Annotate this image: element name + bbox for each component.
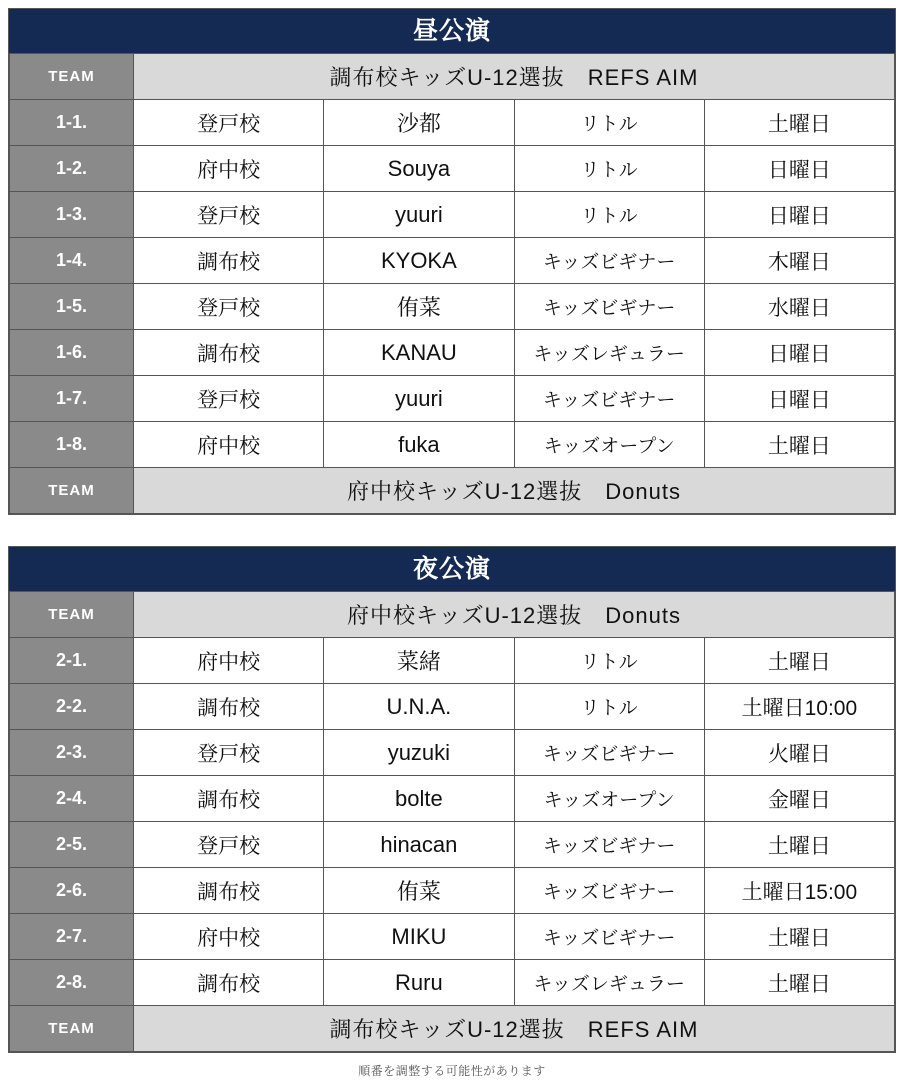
- row-class: キッズレギュラー: [514, 960, 704, 1006]
- table-row: [10, 684, 895, 730]
- row-school: 府中校: [134, 638, 324, 684]
- row-school: 登戸校: [134, 822, 324, 868]
- table-row: [10, 776, 895, 822]
- row-day: 火曜日: [704, 730, 894, 776]
- table-row: [10, 960, 895, 1006]
- row-class: キッズレギュラー: [514, 330, 704, 376]
- row-school: 登戸校: [134, 376, 324, 422]
- row-number: 2-5.: [10, 822, 134, 868]
- table-row: [10, 914, 895, 960]
- section-night-performance: [8, 546, 896, 1053]
- table-row: [10, 192, 895, 238]
- team-name-top: 府中校キッズU-12選抜 Donuts: [134, 592, 895, 638]
- row-day: 日曜日: [704, 330, 894, 376]
- row-name: yuuri: [324, 192, 514, 238]
- row-number: 2-3.: [10, 730, 134, 776]
- row-name: 侑菜: [324, 284, 514, 330]
- row-day: 水曜日: [704, 284, 894, 330]
- table-row: [10, 284, 895, 330]
- row-number: 1-4.: [10, 238, 134, 284]
- team-name-bottom: 調布校キッズU-12選抜 REFS AIM: [134, 1006, 895, 1052]
- row-day: 金曜日: [704, 776, 894, 822]
- row-day: 土曜日: [704, 100, 894, 146]
- row-school: 調布校: [134, 330, 324, 376]
- row-class: キッズビギナー: [514, 822, 704, 868]
- row-class: キッズビギナー: [514, 868, 704, 914]
- row-school: 調布校: [134, 960, 324, 1006]
- row-school: 調布校: [134, 684, 324, 730]
- table-row: [10, 376, 895, 422]
- row-class: キッズオープン: [514, 422, 704, 468]
- row-name: hinacan: [324, 822, 514, 868]
- row-number: 2-6.: [10, 868, 134, 914]
- row-school: 調布校: [134, 238, 324, 284]
- team-footer-row: [10, 468, 895, 514]
- row-number: 2-8.: [10, 960, 134, 1006]
- row-day: 土曜日: [704, 422, 894, 468]
- row-name: U.N.A.: [324, 684, 514, 730]
- team-header-row: [10, 54, 895, 100]
- team-footer-row: [10, 1006, 895, 1052]
- row-name: 沙都: [324, 100, 514, 146]
- lineup-table: [9, 53, 895, 514]
- row-class: リトル: [514, 146, 704, 192]
- row-class: リトル: [514, 192, 704, 238]
- team-header-row: [10, 592, 895, 638]
- team-label: TEAM: [10, 468, 134, 514]
- row-number: 2-7.: [10, 914, 134, 960]
- row-school: 登戸校: [134, 730, 324, 776]
- row-day: 土曜日: [704, 822, 894, 868]
- row-class: リトル: [514, 100, 704, 146]
- row-school: 府中校: [134, 914, 324, 960]
- team-name-bottom: 府中校キッズU-12選抜 Donuts: [134, 468, 895, 514]
- row-day: 土曜日15:00: [704, 868, 894, 914]
- table-row: [10, 330, 895, 376]
- row-class: キッズビギナー: [514, 914, 704, 960]
- row-name: 菜緒: [324, 638, 514, 684]
- table-row: [10, 822, 895, 868]
- row-school: 登戸校: [134, 192, 324, 238]
- lineup-table: [9, 591, 895, 1052]
- row-school: 調布校: [134, 868, 324, 914]
- section-day-performance: [8, 8, 896, 515]
- row-day: 日曜日: [704, 146, 894, 192]
- team-label: TEAM: [10, 1006, 134, 1052]
- row-number: 1-1.: [10, 100, 134, 146]
- row-school: 調布校: [134, 776, 324, 822]
- row-school: 府中校: [134, 146, 324, 192]
- table-row: [10, 868, 895, 914]
- row-number: 2-4.: [10, 776, 134, 822]
- row-day: 土曜日: [704, 638, 894, 684]
- row-class: リトル: [514, 684, 704, 730]
- row-number: 1-7.: [10, 376, 134, 422]
- row-school: 登戸校: [134, 100, 324, 146]
- row-name: Ruru: [324, 960, 514, 1006]
- row-name: MIKU: [324, 914, 514, 960]
- table-row: [10, 238, 895, 284]
- table-row: [10, 638, 895, 684]
- row-name: yuzuki: [324, 730, 514, 776]
- row-number: 2-1.: [10, 638, 134, 684]
- row-school: 登戸校: [134, 284, 324, 330]
- row-name: KYOKA: [324, 238, 514, 284]
- row-day: 日曜日: [704, 376, 894, 422]
- row-name: fuka: [324, 422, 514, 468]
- row-class: キッズビギナー: [514, 284, 704, 330]
- row-class: キッズビギナー: [514, 730, 704, 776]
- footnote: 順番を調整する可能性があります: [358, 1064, 546, 1078]
- row-day: 土曜日10:00: [704, 684, 894, 730]
- section-title: 夜公演: [9, 547, 895, 591]
- table-row: [10, 100, 895, 146]
- table-row: [10, 730, 895, 776]
- row-number: 1-6.: [10, 330, 134, 376]
- row-class: キッズオープン: [514, 776, 704, 822]
- section-title: 昼公演: [9, 9, 895, 53]
- row-name: KANAU: [324, 330, 514, 376]
- row-number: 2-2.: [10, 684, 134, 730]
- row-name: Souya: [324, 146, 514, 192]
- row-name: yuuri: [324, 376, 514, 422]
- row-number: 1-3.: [10, 192, 134, 238]
- row-name: 侑菜: [324, 868, 514, 914]
- table-row: [10, 422, 895, 468]
- row-name: bolte: [324, 776, 514, 822]
- team-name-top: 調布校キッズU-12選抜 REFS AIM: [134, 54, 895, 100]
- row-day: 土曜日: [704, 914, 894, 960]
- row-class: リトル: [514, 638, 704, 684]
- team-label: TEAM: [10, 592, 134, 638]
- row-class: キッズビギナー: [514, 238, 704, 284]
- table-row: [10, 146, 895, 192]
- row-number: 1-2.: [10, 146, 134, 192]
- row-day: 木曜日: [704, 238, 894, 284]
- row-class: キッズビギナー: [514, 376, 704, 422]
- row-number: 1-8.: [10, 422, 134, 468]
- row-school: 府中校: [134, 422, 324, 468]
- row-number: 1-5.: [10, 284, 134, 330]
- team-label: TEAM: [10, 54, 134, 100]
- row-day: 土曜日: [704, 960, 894, 1006]
- row-day: 日曜日: [704, 192, 894, 238]
